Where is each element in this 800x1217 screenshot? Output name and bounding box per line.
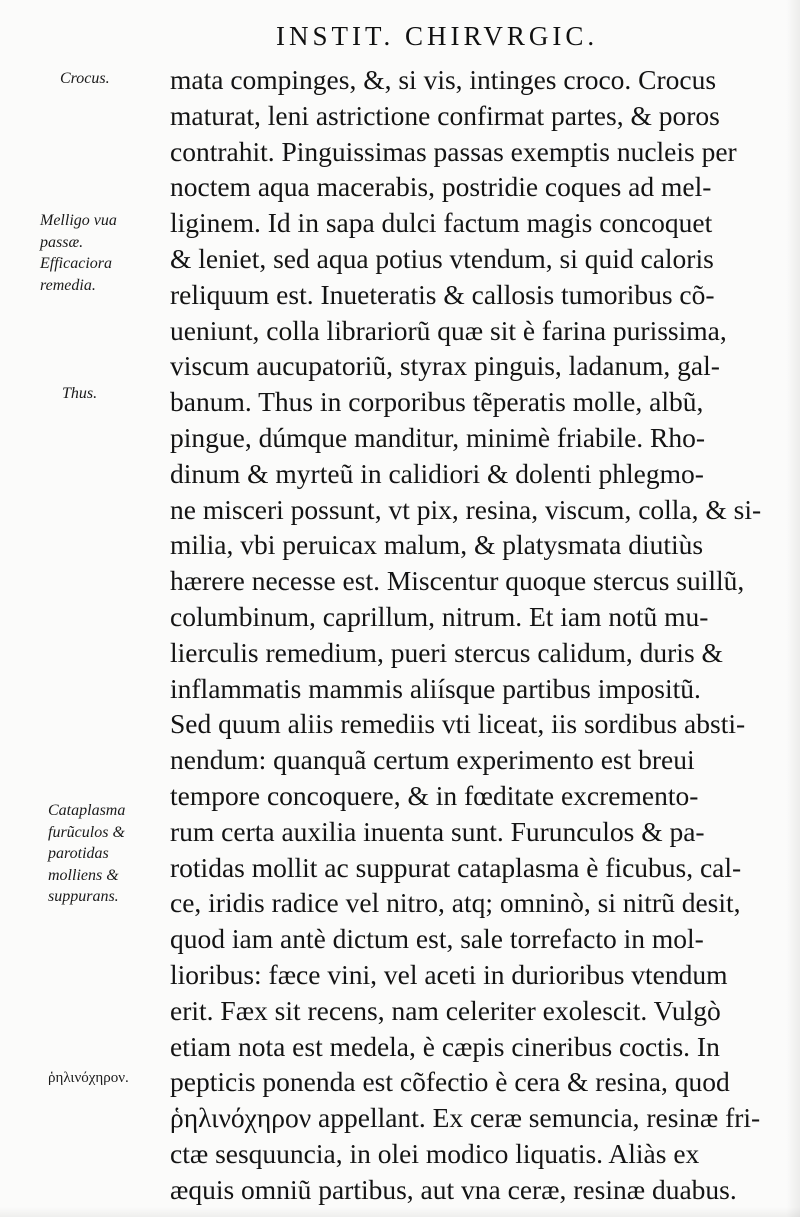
marginal-line: suppurans. — [48, 888, 119, 905]
text-line: ce, iridis radice vel nitro, atq; omninò, si nitrũ desit, — [170, 887, 741, 919]
text-line: columbinum, caprillum, nitrum. Et iam notũ mu- — [170, 600, 709, 632]
text-line: ne misceri possunt, vt pix, resina, viscum, colla, & si- — [170, 493, 762, 525]
text-line: rum certa auxilia inuenta sunt. Furunculos & pa- — [170, 815, 705, 847]
text-line: nendum: quanquã certum experimento est breui — [170, 744, 695, 776]
text-line: æquis omniũ partibus, aut vna ceræ, resinæ duabus. — [170, 1173, 737, 1205]
text-line: banum. Thus in corporibus tẽperatis molle, albũ, — [170, 386, 704, 418]
text-line: rotidas mollit ac suppurat cataplasma è ficubus, cal- — [170, 851, 742, 883]
text-line: inflammatis mammis aliísque partibus impositũ. — [170, 672, 701, 704]
text-line: ueniunt, colla librariorũ quæ sit è farina purissima, — [170, 314, 727, 346]
text-line: pepticis ponenda est cõfectio è cera & resina, quod — [170, 1066, 730, 1098]
marginal-note-melligo — [40, 210, 168, 296]
marginal-line: Crocus. — [60, 70, 110, 87]
marginal-line: molliens & — [48, 866, 119, 884]
text-line: dinum & myrteũ in calidiori & dolenti phlegmo- — [170, 457, 704, 489]
marginal-note-crocus — [60, 68, 188, 90]
marginal-line: ῥηλινόχηρον. — [48, 1070, 129, 1086]
text-line: hærere necesse est. Miscentur quoque stercus suillũ, — [170, 565, 745, 597]
marginal-note-greek — [48, 1068, 176, 1090]
body-text — [170, 62, 770, 1208]
text-line: lioribus: fæce vini, vel aceti in durioribus vtendum — [170, 958, 728, 990]
text-line: ctæ sesquuncia, in olei modico liquatis. Aliàs ex — [170, 1137, 700, 1169]
marginal-line: Efficaciora — [40, 255, 112, 272]
marginal-line: furũculos & — [48, 823, 125, 841]
text-line: lierculis remedium, pueri stercus calidum, duris & — [170, 636, 723, 668]
running-head: INSTIT. CHIRVRGIC. — [276, 21, 599, 51]
text-line: reliquum est. Inueteratis & callosis tumoribus cõ- — [170, 278, 715, 310]
text-line: quod iam antè dictum est, sale torrefacto in mol- — [170, 923, 704, 955]
marginal-line: parotidas — [48, 845, 109, 862]
text-line: pingue, dúmque manditur, minimè friabile. Rho- — [170, 421, 706, 453]
text-line: etiam nota est medela, è cæpis cineribus coctis. In — [170, 1030, 720, 1062]
marginal-note-cataplasma — [48, 800, 176, 908]
text-line: milia, vbi peruicax malum, & platysmata diutiùs — [170, 529, 704, 561]
marginal-line: passæ. — [40, 233, 84, 251]
marginal-line: Cataplasma — [48, 802, 126, 819]
text-line: mata compinges, &, si vis, intinges croco. Crocus — [170, 64, 717, 95]
text-line: liginem. Id in sapa dulci factum magis concoquet — [170, 207, 713, 239]
text-line: viscum aucupatoriũ, styrax pinguis, ladanum, gal- — [170, 350, 720, 382]
marginal-line: Melligo vua — [40, 212, 117, 229]
page-edge-shadow — [786, 0, 800, 1217]
page-bottom-shadow — [0, 1207, 800, 1217]
text-line: & leniet, sed aqua potius vtendum, si quid caloris — [170, 242, 714, 274]
text-line: tempore concoquere, & in fœditate excremento- — [170, 779, 699, 811]
text-line: Sed quum aliis remediis vti liceat, iis sordibus absti- — [170, 708, 746, 740]
text-line: ῥηλινόχηρον appellant. Ex ceræ semuncia, resinæ fri- — [170, 1102, 761, 1134]
text-line: maturat, leni astrictione confirmat partes, & poros — [170, 99, 720, 131]
marginal-line: Thus. — [62, 385, 98, 402]
text-line: noctem aqua macerabis, postridie coques ad mel- — [170, 171, 712, 203]
text-line: contrahit. Pinguissimas passas exemptis nucleis per — [170, 135, 737, 167]
marginal-line: remedia. — [40, 276, 96, 294]
text-line: erit. Fæx sit recens, nam celeriter exolescit. Vulgò — [170, 994, 721, 1026]
